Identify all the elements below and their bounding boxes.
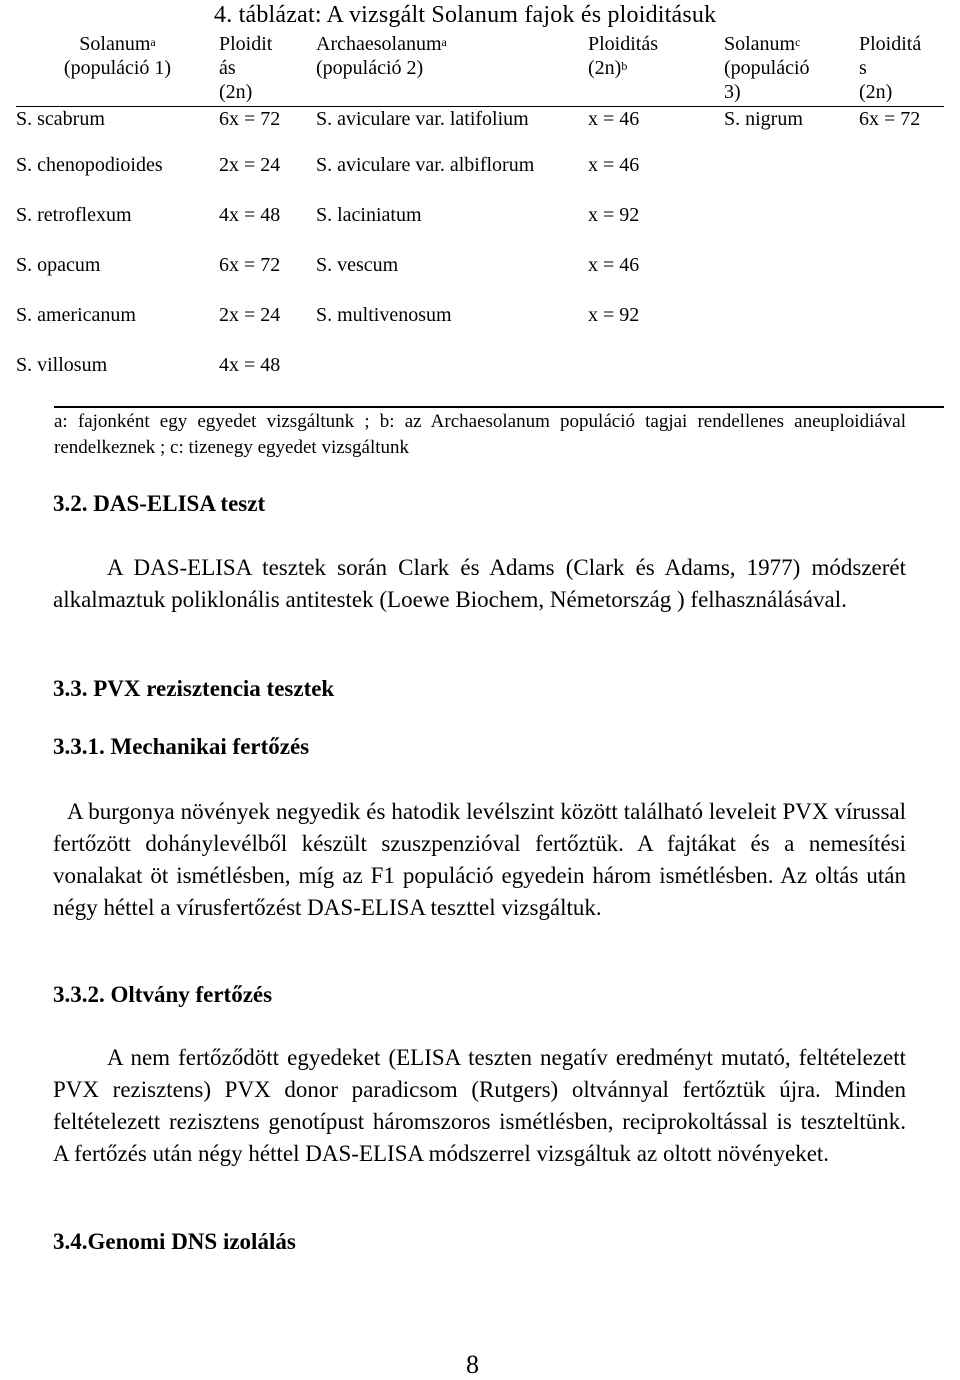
header-line: s: [859, 57, 867, 79]
table-row: [16, 153, 944, 203]
header-line: Ploiditás: [588, 33, 659, 55]
table-cell: x = 46: [588, 254, 640, 276]
header-line: Solanum: [79, 33, 151, 55]
header-line: (populáció 2): [316, 57, 424, 79]
table-cell: S. vescum: [316, 254, 399, 276]
section-heading-3-3-2: 3.3.2. Oltvány fertőzés: [53, 982, 273, 1007]
table-header-cell: [588, 30, 724, 107]
table-row: [16, 203, 944, 253]
header-line: (populáció: [724, 57, 810, 79]
table-cell: 6x = 72: [859, 108, 921, 130]
table-cell: x = 92: [588, 204, 640, 226]
table-caption: 4. táblázat: A vizsgált Solanum fajok és ploiditásuk: [214, 2, 717, 28]
table-cell: 2x = 24: [219, 304, 281, 326]
header-line: (2n): [588, 57, 622, 79]
table-cell: [316, 353, 588, 403]
table-cell: [724, 353, 859, 403]
header-line: (2n): [219, 81, 253, 103]
table-cell: S. chenopodioides: [16, 154, 163, 176]
table-cell: S. retroflexum: [16, 204, 132, 226]
table-cell: S. villosum: [16, 354, 108, 376]
table-cell: 4x = 48: [219, 204, 281, 226]
table-cell: [859, 253, 944, 303]
section-text-3-3-1: A burgonya növények negyedik és hatodik levélszint között található leveleit PVX vírussal fertőzött dohánylevélből készült szuszpenzióval fertőztük. A fajtákat és a nemesítési vonalakat öt ismétlésben, míg az F1 populáció egyedein három ismétlésben. Az oltás után négy héttel a vírusfertőzést DAS-ELISA teszttel vizsgáltuk.: [53, 799, 906, 920]
header-line: Solanum: [724, 33, 796, 55]
header-superscript: a: [441, 35, 447, 49]
table-header-cell: [859, 30, 944, 107]
table-cell: [859, 353, 944, 403]
table-cell: [859, 153, 944, 203]
table-cell: S. aviculare var. latifolium: [316, 108, 529, 130]
section-heading-3-3: 3.3. PVX rezisztencia tesztek: [53, 676, 335, 701]
table-cell: S. americanum: [16, 304, 136, 326]
table-cell: 4x = 48: [219, 354, 281, 376]
header-line: Archaesolanum: [316, 33, 442, 55]
header-line: (2n): [859, 81, 893, 103]
section-text-3-2: A DAS-ELISA tesztek során Clark és Adams (Clark és Adams, 1977) módszerét alkalmaztuk poliklonális antitestek (Loewe Biochem, Németország ) felhasználásával.: [53, 555, 906, 612]
table-header-row: [16, 30, 944, 107]
table-body: [16, 107, 944, 404]
section-heading-3-4: 3.4.Genomi DNS izolálás: [53, 1229, 296, 1254]
table-cell: [588, 353, 724, 403]
table-cell: S. nigrum: [724, 108, 803, 130]
table-footnote: a: fajonként egy egyedet vizsgáltunk ; b: az Archaesolanum populáció tagjai rendellenes aneuploidiával rendelkeznek ; c: tizenegy egyedet vizsgáltunk: [54, 411, 906, 458]
table-cell: 2x = 24: [219, 154, 281, 176]
page-number: 8: [466, 1350, 479, 1379]
table-cell: x = 92: [588, 304, 640, 326]
table-bottom-rule: [54, 406, 944, 408]
header-line: ás: [219, 57, 236, 79]
table-cell: [724, 153, 859, 203]
ploidy-table: [16, 30, 944, 403]
table-cell: [859, 303, 944, 353]
header-superscript: c: [795, 35, 801, 49]
table-cell: 6x = 72: [219, 254, 281, 276]
table-cell: S. opacum: [16, 254, 101, 276]
section-heading-3-2: 3.2. DAS-ELISA teszt: [53, 491, 266, 516]
table-header-cell: [16, 30, 219, 107]
header-line: Ploiditá: [859, 33, 922, 55]
section-text-3-3-2: A nem fertőződött egyedeket (ELISA teszten negatív eredményt mutató, feltételezett PVX rezisztens) PVX donor paradicsom (Rutgers) oltvánnyal fertőztük újra. Minden feltételezett rezisztens genotípust háromszoros ismétlésben, reciprokoltással is teszteltünk. A fertőzés után négy héttel DAS-ELISA módszerrel vizsgáltuk az oltott növényeket.: [53, 1045, 906, 1166]
table-cell: [724, 203, 859, 253]
table-header-cell: [316, 30, 588, 107]
table-cell: S. aviculare var. albiflorum: [316, 154, 535, 176]
header-superscript: b: [621, 59, 628, 73]
table-cell: [859, 203, 944, 253]
table-cell: [724, 303, 859, 353]
table-header-cell: [219, 30, 316, 107]
header-line: Ploidit: [219, 33, 273, 55]
table-header-cell: [724, 30, 859, 107]
section-heading-3-3-1: 3.3.1. Mechanikai fertőzés: [53, 734, 310, 759]
header-line: (populáció 1): [63, 57, 172, 79]
table-cell: S. multivenosum: [316, 304, 452, 326]
table-row: [16, 303, 944, 353]
table-cell: x = 46: [588, 108, 640, 130]
header-line: 3): [724, 81, 741, 103]
table-cell: [724, 253, 859, 303]
table-cell: S. laciniatum: [316, 204, 422, 226]
table-cell: S. scabrum: [16, 108, 105, 130]
header-superscript: a: [150, 35, 156, 49]
table-cell: x = 46: [588, 154, 640, 176]
table-row: [16, 253, 944, 303]
table-row: [16, 353, 944, 403]
table-cell: 6x = 72: [219, 108, 281, 130]
table-row: [16, 107, 944, 154]
